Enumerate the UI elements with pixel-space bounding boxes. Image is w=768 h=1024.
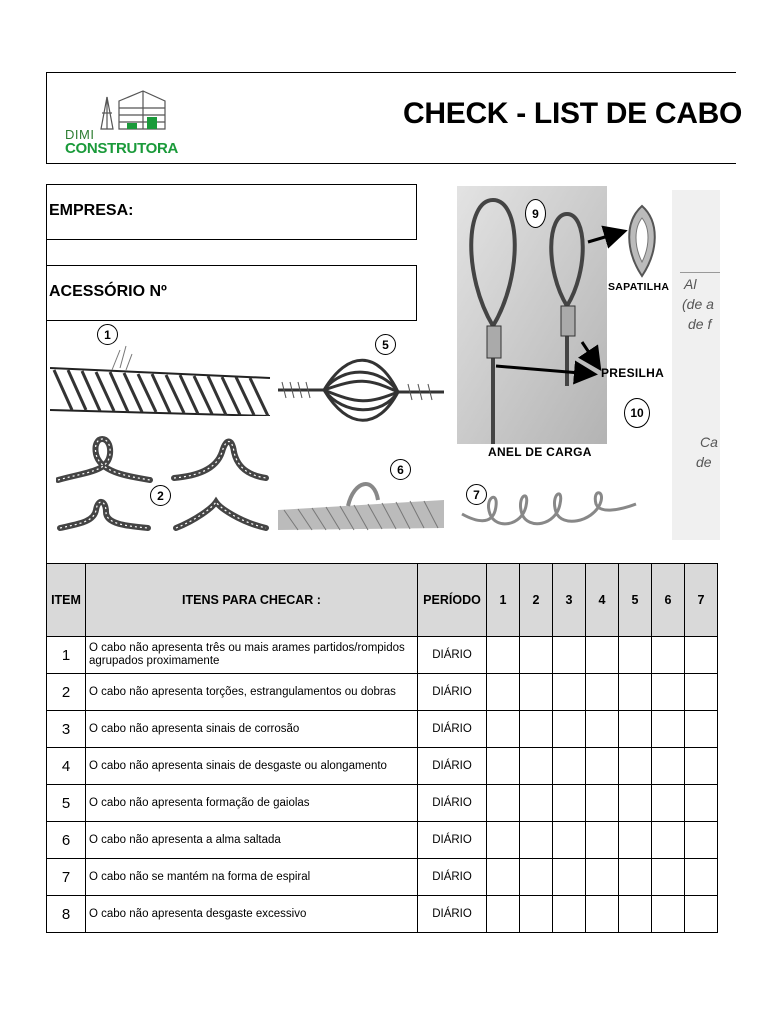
table-row [47, 748, 718, 785]
check-cell-day-1[interactable] [487, 748, 520, 785]
check-cell-day-6[interactable] [652, 859, 685, 896]
check-cell-day-7[interactable] [685, 674, 718, 711]
company-logo [61, 83, 179, 157]
item-period-cell: DIÁRIO [418, 896, 487, 933]
number-10-text: 10 [630, 406, 644, 420]
col-header-day: 7 [685, 564, 718, 637]
item-period-cell: DIÁRIO [418, 822, 487, 859]
side-text-line: Ca [700, 434, 718, 450]
check-cell-day-2[interactable] [520, 674, 553, 711]
acessorio-label: ACESSÓRIO Nº [49, 283, 167, 300]
check-cell-day-4[interactable] [586, 674, 619, 711]
sapatilha-caption: SAPATILHA [608, 281, 670, 293]
check-cell-day-5[interactable] [619, 711, 652, 748]
broken-wire-rope-illustration [50, 327, 272, 416]
spiral-rope-illustration [460, 484, 640, 540]
check-cell-day-7[interactable] [685, 822, 718, 859]
item-period-cell: DIÁRIO [418, 674, 487, 711]
check-cell-day-2[interactable] [520, 711, 553, 748]
col-header-day: 1 [487, 564, 520, 637]
number-2-marker [150, 485, 171, 506]
empresa-field[interactable] [46, 184, 417, 240]
side-divider [680, 272, 720, 273]
frame-border [46, 184, 47, 564]
check-cell-day-1[interactable] [487, 637, 520, 674]
side-reference-panel [672, 190, 720, 540]
item-number-cell: 1 [47, 637, 86, 674]
check-cell-day-3[interactable] [553, 674, 586, 711]
check-cell-day-7[interactable] [685, 785, 718, 822]
col-header-day: 3 [553, 564, 586, 637]
check-cell-day-7[interactable] [685, 637, 718, 674]
check-cell-day-6[interactable] [652, 822, 685, 859]
check-cell-day-1[interactable] [487, 822, 520, 859]
item-period-cell: DIÁRIO [418, 785, 487, 822]
number-2-text: 2 [157, 488, 164, 503]
check-cell-day-7[interactable] [685, 748, 718, 785]
presilha-caption: PRESILHA [601, 366, 665, 380]
check-cell-day-2[interactable] [520, 637, 553, 674]
check-cell-day-3[interactable] [553, 822, 586, 859]
core-protrusion-illustration [278, 470, 444, 532]
logo-text-dimi: DIMI [65, 127, 95, 142]
number-1-marker [97, 324, 118, 345]
number-10-marker [624, 398, 650, 428]
check-cell-day-3[interactable] [553, 637, 586, 674]
document-header [46, 72, 743, 164]
check-cell-day-1[interactable] [487, 674, 520, 711]
number-9-text: 9 [532, 206, 539, 221]
table-header-row [47, 564, 718, 637]
check-cell-day-2[interactable] [520, 822, 553, 859]
check-cell-day-7[interactable] [685, 896, 718, 933]
table-row [47, 711, 718, 748]
col-header-day: 5 [619, 564, 652, 637]
item-period-cell: DIÁRIO [418, 711, 487, 748]
checklist-table [46, 563, 718, 933]
item-description-cell: O cabo não apresenta formação de gaiolas [86, 785, 418, 822]
col-header-day: 4 [586, 564, 619, 637]
check-cell-day-2[interactable] [520, 859, 553, 896]
check-cell-day-7[interactable] [685, 859, 718, 896]
table-row [47, 785, 718, 822]
check-cell-day-3[interactable] [553, 896, 586, 933]
item-description-cell: O cabo não apresenta sinais de desgaste ou alongamento [86, 748, 418, 785]
table-row [47, 859, 718, 896]
arrows-overlay [490, 220, 630, 390]
item-description-cell: O cabo não apresenta sinais de corrosão [86, 711, 418, 748]
item-description-cell: O cabo não apresenta a alma saltada [86, 822, 418, 859]
check-cell-day-1[interactable] [487, 896, 520, 933]
item-number-cell: 6 [47, 822, 86, 859]
col-header-periodo: PERÍODO [418, 564, 487, 637]
check-cell-day-7[interactable] [685, 711, 718, 748]
check-cell-day-6[interactable] [652, 711, 685, 748]
check-cell-day-5[interactable] [619, 859, 652, 896]
number-5-marker [375, 334, 396, 355]
table-row [47, 822, 718, 859]
number-7-marker [466, 484, 487, 505]
check-cell-day-3[interactable] [553, 785, 586, 822]
check-cell-day-2[interactable] [520, 785, 553, 822]
col-header-itens: ITENS PARA CHECAR : [86, 564, 418, 637]
item-description-cell: O cabo não apresenta três ou mais arames partidos/rompidos agrupados proximamente [86, 637, 418, 674]
col-header-item: ITEM [47, 564, 86, 637]
item-number-cell: 8 [47, 896, 86, 933]
check-cell-day-4[interactable] [586, 748, 619, 785]
item-number-cell: 7 [47, 859, 86, 896]
item-number-cell: 2 [47, 674, 86, 711]
building-logo-icon [61, 83, 171, 133]
item-description-cell: O cabo não se mantém na forma de espiral [86, 859, 418, 896]
table-row [47, 637, 718, 674]
item-number-cell: 3 [47, 711, 86, 748]
check-cell-day-4[interactable] [586, 637, 619, 674]
check-cell-day-6[interactable] [652, 748, 685, 785]
table-row [47, 896, 718, 933]
check-cell-day-2[interactable] [520, 748, 553, 785]
item-period-cell: DIÁRIO [418, 637, 487, 674]
check-cell-day-5[interactable] [619, 674, 652, 711]
page-title: CHECK - LIST DE CABO [403, 97, 743, 130]
check-cell-day-5[interactable] [619, 896, 652, 933]
check-cell-day-5[interactable] [619, 637, 652, 674]
item-description-cell: O cabo não apresenta desgaste excessivo [86, 896, 418, 933]
check-cell-day-3[interactable] [553, 859, 586, 896]
acessorio-field[interactable] [46, 265, 417, 321]
table-row [47, 674, 718, 711]
col-header-day: 6 [652, 564, 685, 637]
side-text-line: de [696, 454, 712, 470]
anel-de-carga-caption: ANEL DE CARGA [488, 445, 592, 459]
check-cell-day-4[interactable] [586, 785, 619, 822]
side-text-line: (de a [682, 296, 714, 312]
check-cell-day-6[interactable] [652, 785, 685, 822]
birdcage-rope-illustration [278, 350, 444, 430]
empresa-label: EMPRESA: [49, 202, 134, 219]
check-cell-day-4[interactable] [586, 711, 619, 748]
side-text-line: de f [688, 316, 712, 332]
item-number-cell: 5 [47, 785, 86, 822]
number-5-text: 5 [382, 337, 389, 352]
item-period-cell: DIÁRIO [418, 859, 487, 896]
number-7-text: 7 [473, 487, 480, 502]
check-cell-day-1[interactable] [487, 859, 520, 896]
check-cell-day-2[interactable] [520, 896, 553, 933]
check-cell-day-6[interactable] [652, 637, 685, 674]
check-cell-day-5[interactable] [619, 748, 652, 785]
number-1-text: 1 [104, 327, 111, 342]
item-description-cell: O cabo não apresenta torções, estrangulamentos ou dobras [86, 674, 418, 711]
kinked-rope-illustration [56, 424, 270, 534]
item-period-cell: DIÁRIO [418, 748, 487, 785]
col-header-day: 2 [520, 564, 553, 637]
side-text-line: Al [684, 276, 697, 292]
check-cell-day-4[interactable] [586, 896, 619, 933]
check-cell-day-6[interactable] [652, 896, 685, 933]
check-cell-day-6[interactable] [652, 674, 685, 711]
check-cell-day-5[interactable] [619, 822, 652, 859]
check-cell-day-4[interactable] [586, 859, 619, 896]
logo-text-construtora: CONSTRUTORA [65, 140, 179, 157]
check-cell-day-3[interactable] [553, 748, 586, 785]
number-6-marker [390, 459, 411, 480]
check-cell-day-3[interactable] [553, 711, 586, 748]
number-6-text: 6 [397, 462, 404, 477]
check-cell-day-1[interactable] [487, 785, 520, 822]
item-number-cell: 4 [47, 748, 86, 785]
check-cell-day-4[interactable] [586, 822, 619, 859]
check-cell-day-1[interactable] [487, 711, 520, 748]
check-cell-day-5[interactable] [619, 785, 652, 822]
